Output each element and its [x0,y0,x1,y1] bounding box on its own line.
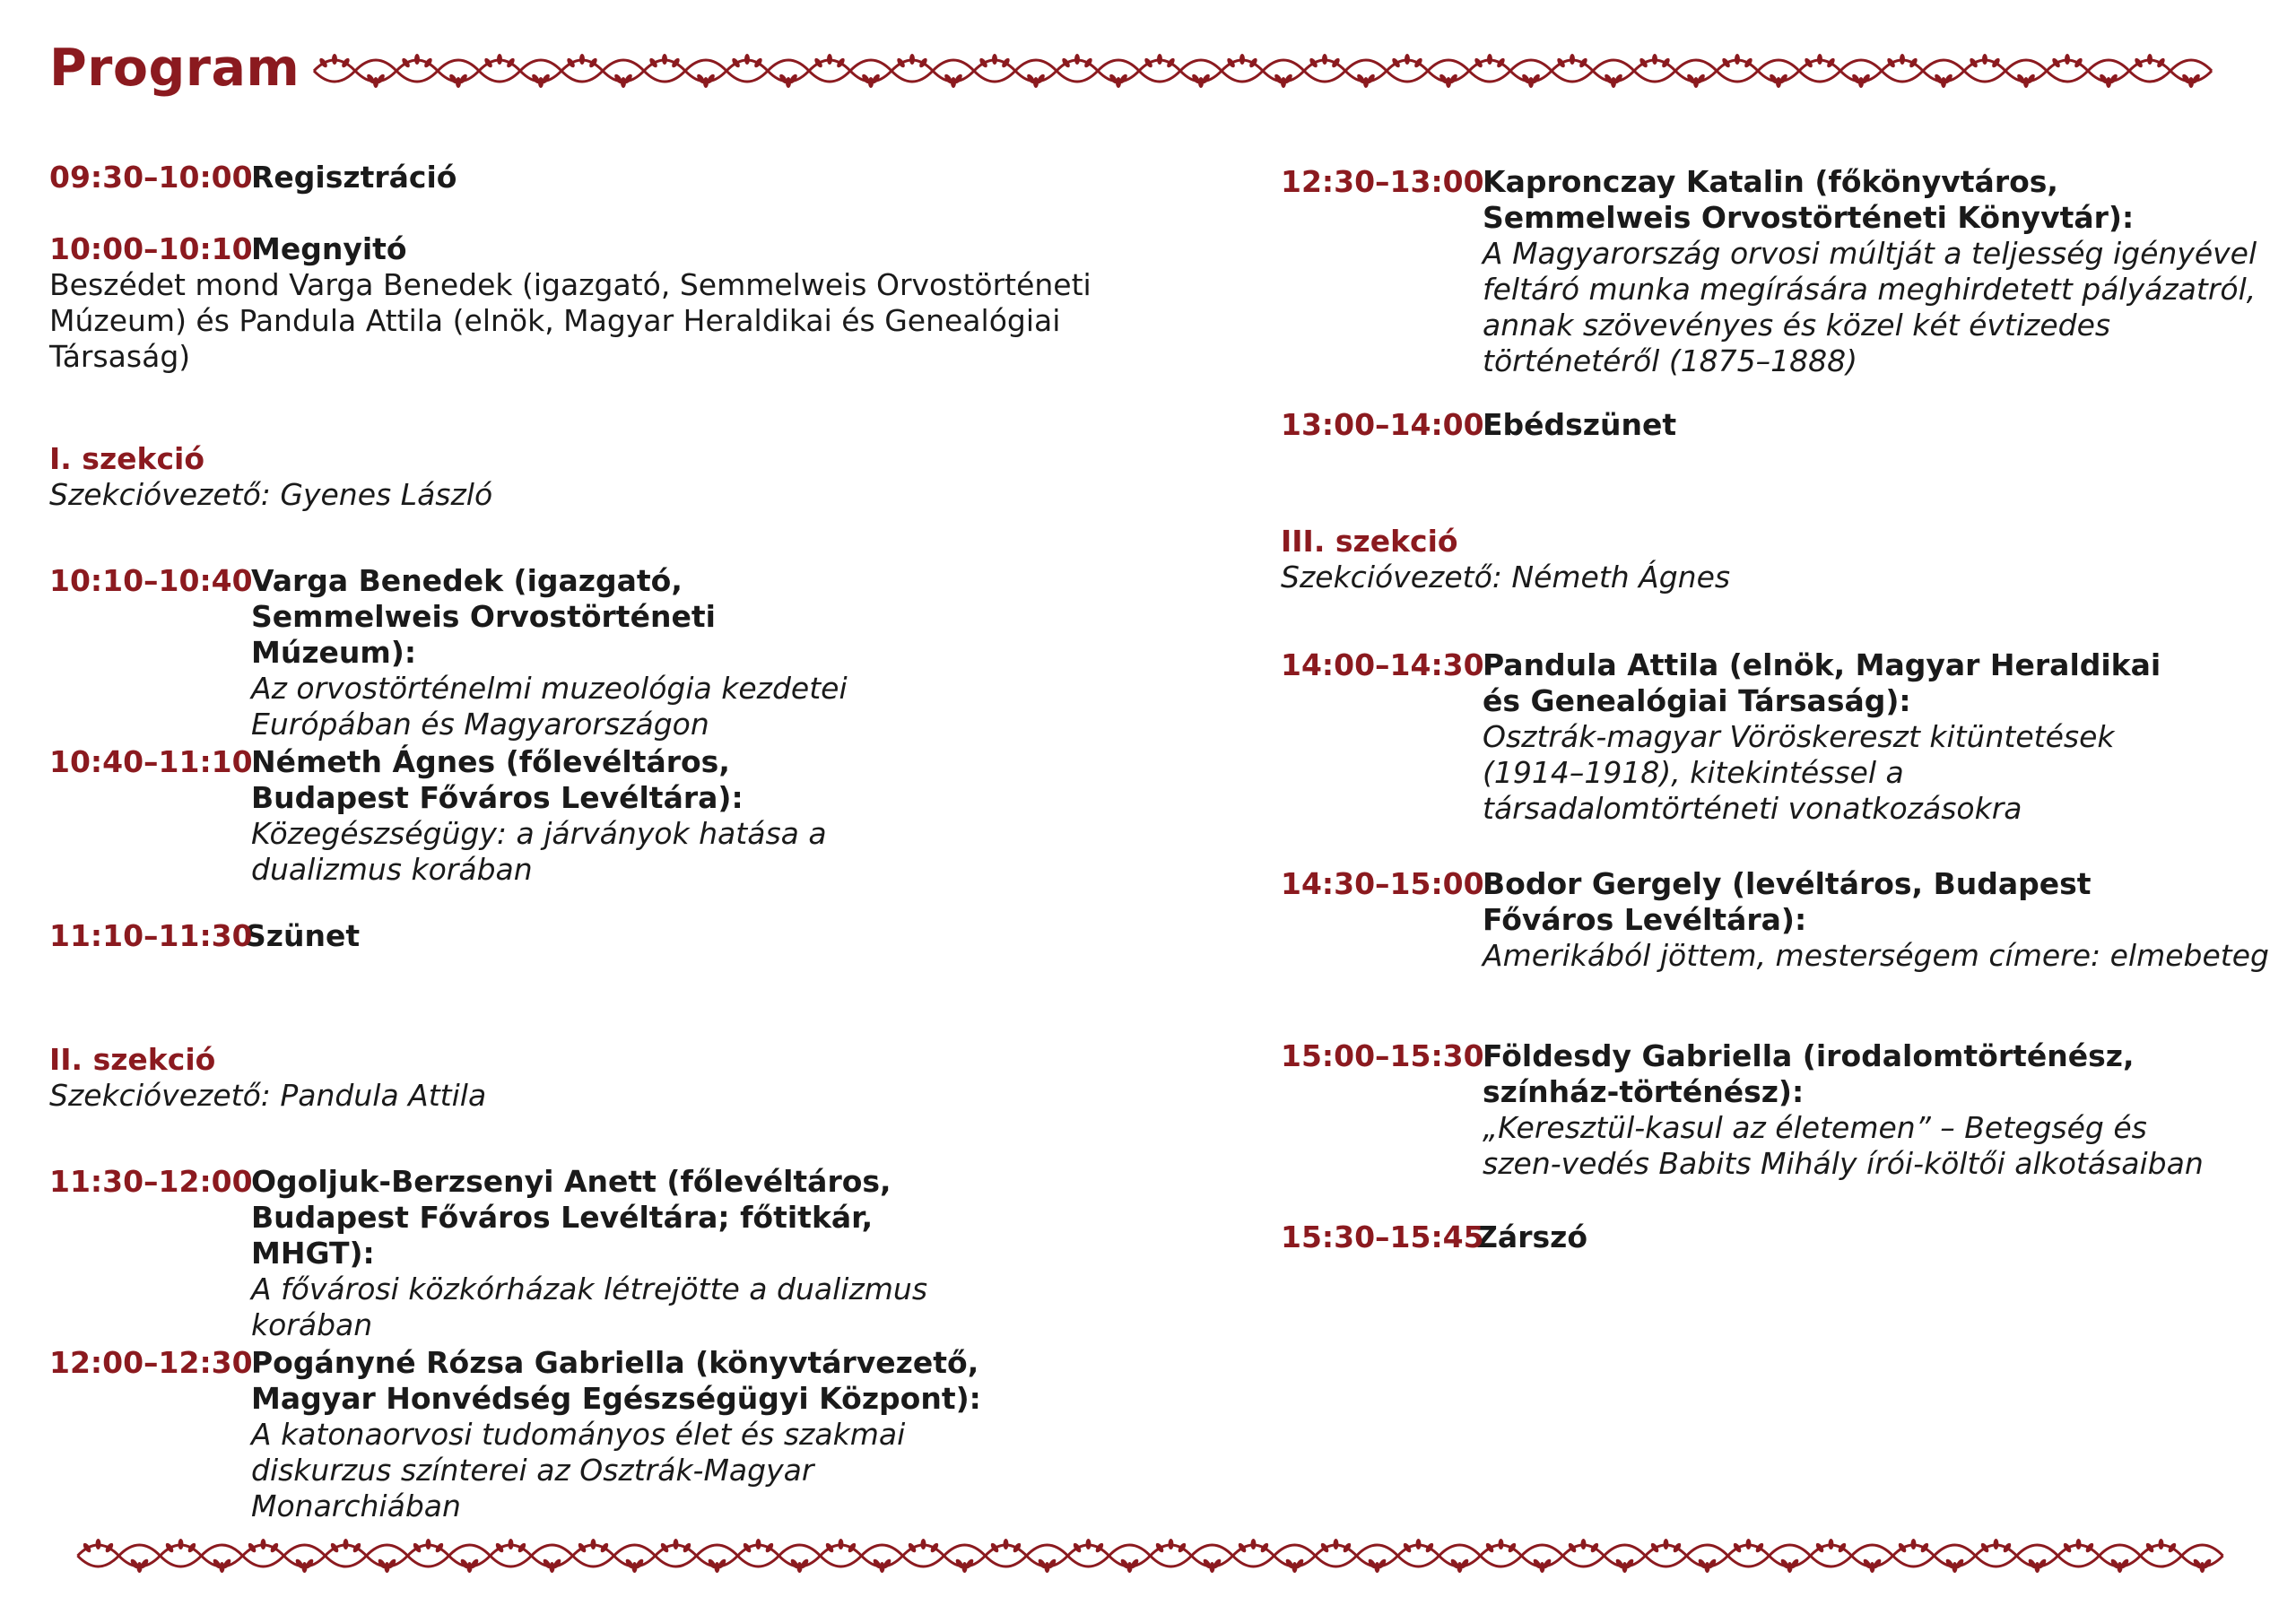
entry-label: Ebédszünet [1483,407,1677,442]
schedule-entry-talk [1281,164,2272,379]
border-vine-line [314,60,2212,82]
border-leaf [662,54,667,65]
border-leaf [591,1539,596,1549]
border-leaf [2159,1539,2164,1549]
border-leaf [909,54,915,65]
speaker: Földesdy Gabriella (irodalomtörténész, színház-történész): [1483,1038,2135,1109]
border-leaf [1334,1539,1339,1549]
entry-time: 15:30–15:45 [1281,1219,1484,1254]
border-leaf [1416,1539,1422,1549]
session-title-2: II. szekció [49,1042,216,1077]
border-leaf [1652,54,1657,65]
speaker: Pogányné Rózsa Gabriella (könyvtárvezető, Magyar Honvédség Egészségügyi Központ): [251,1345,981,1416]
session-chair-1: Szekcióvezető: Gyenes László [49,477,493,512]
border-leaf [509,1539,514,1549]
session-chair-2: Szekcióvezető: Pandula Attila [49,1078,487,1113]
schedule-entry-lunch [1281,407,1676,443]
schedule-entry-talk [1281,866,2276,974]
border-leaf [1405,54,1410,65]
border-leaf [1982,54,1987,65]
talk-title: Osztrák-magyar Vöröskereszt kitüntetések (1914–1918), kitekintéssel a társadalomtörténeti vonatkozásokra [1483,719,2115,826]
entry-time: 11:30–12:00 [49,1164,253,1199]
talk-title: Az orvostörténelmi muzeológia kezdetei Európában és Magyarországon [251,671,848,742]
speaker: Varga Benedek (igazgató, Semmelweis Orvostörténeti Múzeum): [251,563,716,670]
border-leaf [1004,1539,1009,1549]
page-title: Program [49,39,300,98]
opening-description: Beszédet mond Varga Benedek (igazgató, Semmelweis Orvostörténeti Múzeum) és Pandula Attila (elnök, Magyar Heraldikai és Genealógiai Társaság) [49,267,1091,374]
border-leaf [344,1539,349,1549]
session-title-1: I. szekció [49,441,205,476]
border-leaf [579,54,585,65]
border-leaf [178,1539,184,1549]
border-leaf [332,54,337,65]
entry-label: Regisztráció [251,160,457,195]
border-leaf [2076,1539,2082,1549]
entry-time: 10:40–11:10 [49,744,253,779]
entry-time: 14:00–14:30 [1281,647,1484,682]
schedule-entry-opening [49,231,1135,375]
schedule-entry-talk [1281,647,2178,827]
talk-title: A fővárosi közkórházak létrejötte a dualizmus korában [251,1271,928,1342]
border-leaf [96,1539,101,1549]
ornamental-border-bottom [49,1530,2251,1582]
session-title-3: III. szekció [1281,524,1458,559]
border-leaf [674,1539,679,1549]
border-leaf [1746,1539,1752,1549]
schedule-entry-talk [49,744,857,888]
border-leaf [1664,1539,1669,1549]
talk-title: „Keresztül-kasul az életemen” – Betegség és szen-vedés Babits Mihály írói-költői alkotásaiban [1483,1110,2204,1181]
entry-time: 15:00–15:30 [1281,1038,1484,1073]
schedule-entry-talk [1281,1038,2205,1182]
schedule-entry-registration [49,160,457,195]
entry-label: Megnyitó [251,231,407,266]
schedule-entry-talk [49,1164,964,1343]
border-leaf [497,54,502,65]
border-leaf [1817,54,1822,65]
border-leaf [261,1539,266,1549]
entry-time: 10:10–10:40 [49,563,253,598]
border-leaf [921,1539,926,1549]
entry-time: 10:00–10:10 [49,231,253,266]
entry-time: 09:30–10:00 [49,160,253,195]
border-leaf [1251,1539,1257,1549]
entry-time: 12:30–13:00 [1281,164,1484,199]
speaker: Németh Ágnes (főlevéltáros, Budapest Főváros Levéltára): [251,744,744,815]
schedule-entry-closing [1281,1219,1587,1255]
speaker: Kapronczay Katalin (főkönyvtáros, Semmelweis Orvostörténeti Könyvtár): [1483,164,2135,235]
border-leaf [2065,54,2070,65]
entry-time: 12:00–12:30 [49,1345,253,1380]
border-leaf [1829,1539,1834,1549]
border-leaf [839,1539,844,1549]
border-leaf [1322,54,1327,65]
border-leaf [426,1539,431,1549]
border-leaf [1994,1539,1999,1549]
border-leaf [2147,54,2152,65]
border-leaf [414,54,420,65]
border-leaf [1157,54,1162,65]
talk-title: Közegészségügy: a járványok hatása a dualizmus korában [251,816,827,887]
border-leaf [1570,54,1575,65]
border-leaf [992,54,997,65]
session-chair-3: Szekcióvezető: Németh Ágnes [1281,560,1731,595]
talk-title: A katonaorvosi tudományos élet és szakmai diskurzus színterei az Osztrák-Magyar Monarchiában [251,1417,906,1523]
border-leaf [1169,1539,1174,1549]
border-leaf [756,1539,761,1549]
speaker: Bodor Gergely (levéltáros, Budapest Főváros Levéltára): [1483,866,2092,937]
talk-title: A Magyarország orvosi múltját a teljesség igényével feltáró munka megírására meghirdetett pályázatról, annak szövevényes és közel két évtizedes történetéről (1875–1888) [1483,236,2257,378]
border-leaf [1735,54,1740,65]
border-leaf [1581,1539,1587,1549]
border-leaf [1911,1539,1917,1549]
border-leaf [1086,1539,1091,1549]
border-leaf [1499,1539,1504,1549]
border-leaf [1074,54,1080,65]
border-leaf [1487,54,1492,65]
border-leaf [1239,54,1245,65]
entry-label: Szünet [245,918,361,953]
talk-title: Amerikából jöttem, mesterségem címere: elmebeteg [1483,938,2269,973]
ornamental-border-top [276,45,2249,97]
schedule-entry-talk [49,1345,1018,1524]
speaker: Ogoljuk-Berzsenyi Anett (főlevéltáros, Budapest Főváros Levéltára; főtitkár, MHGT): [251,1164,891,1271]
entry-time: 14:30–15:00 [1281,866,1484,901]
border-leaf [744,54,750,65]
entry-label: Zárszó [1476,1219,1587,1254]
entry-time: 11:10–11:30 [49,918,253,953]
entry-time: 13:00–14:00 [1281,407,1484,442]
border-leaf [1900,54,1905,65]
schedule-entry-break [49,918,360,954]
schedule-entry-talk [49,563,857,742]
speaker: Pandula Attila (elnök, Magyar Heraldikai és Genealógiai Társaság): [1483,647,2161,718]
border-leaf [827,54,832,65]
